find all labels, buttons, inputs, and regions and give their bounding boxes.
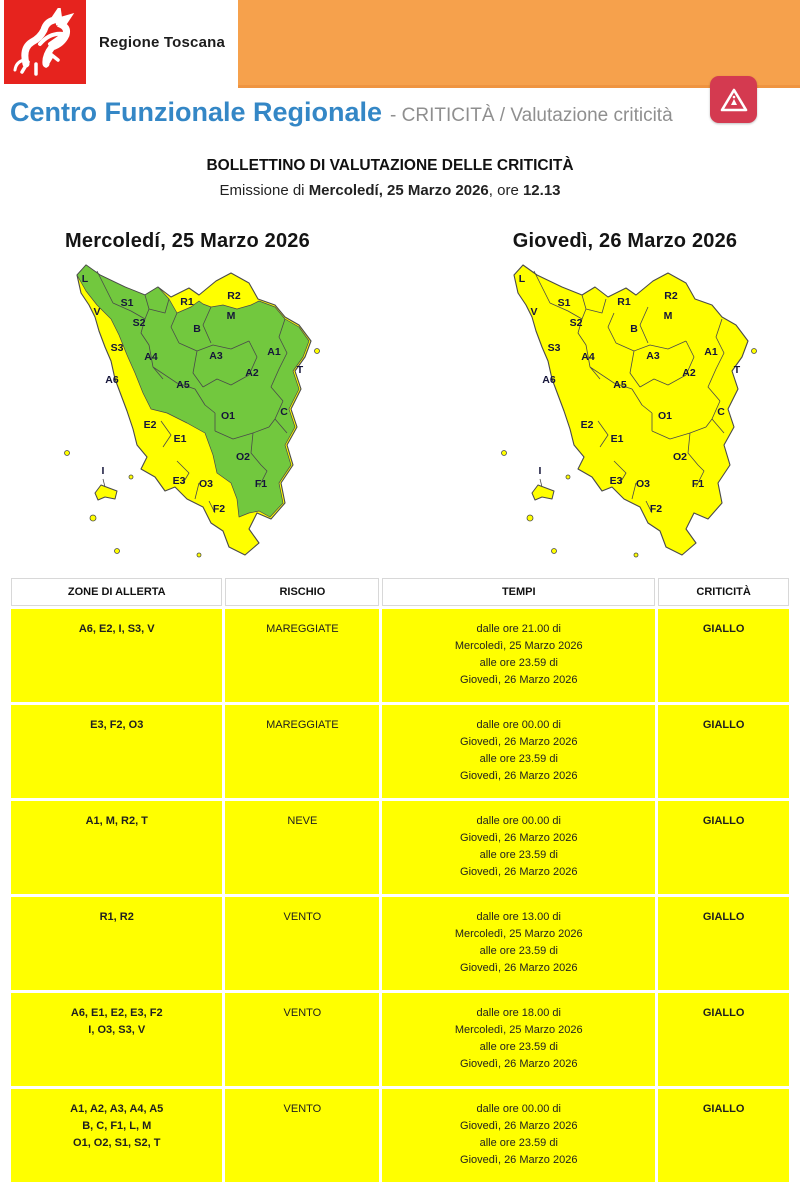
zones-cell: E3, F2, O3 xyxy=(11,705,222,798)
zone-label-A5: A5 xyxy=(613,379,627,391)
map-day2-title: Giovedì, 26 Marzo 2026 xyxy=(512,230,738,252)
tempi-cell: dalle ore 13.00 di Mercoledì, 25 Marzo 2026 alle ore 23.59 di Giovedì, 26 Marzo 2026 xyxy=(382,897,655,990)
zone-label-A2: A2 xyxy=(682,367,696,379)
rischio-cell: VENTO xyxy=(225,897,379,990)
zone-label-O1: O1 xyxy=(220,410,235,422)
criticality-table xyxy=(8,575,792,1185)
zone-label-R2: R2 xyxy=(664,290,678,302)
zone-label-S2: S2 xyxy=(569,317,583,329)
zone-label-A1: A1 xyxy=(266,346,281,358)
warning-triangle-icon xyxy=(719,87,749,113)
zone-label-R1: R1 xyxy=(617,296,631,308)
pegasus-horse-icon xyxy=(12,8,78,76)
zone-label-F2: F2 xyxy=(212,503,225,515)
criticita-cell: GIALLO xyxy=(658,897,789,990)
zone-label-V: V xyxy=(92,306,101,318)
zone-label-O1: O1 xyxy=(657,410,673,422)
table-row xyxy=(11,1089,789,1182)
header-band xyxy=(0,0,800,88)
zone-label-S3: S3 xyxy=(547,342,561,354)
zones-cell: A1, A2, A3, A4, A5 B, C, F1, L, M O1, O2, S1, S2, T xyxy=(11,1089,222,1182)
table-row xyxy=(11,993,789,1086)
page-title: Centro Funzionale Regionale xyxy=(10,97,383,127)
column-header-tempi: TEMPI xyxy=(382,578,655,606)
zone-label-A5: A5 xyxy=(175,379,190,391)
zone-label-L: L xyxy=(81,273,88,285)
rischio-cell: NEVE xyxy=(225,801,379,894)
zone-label-O2: O2 xyxy=(235,451,250,463)
emission-time: 12.13 xyxy=(522,182,561,199)
zone-label-A6: A6 xyxy=(104,374,119,386)
zone-label-V: V xyxy=(530,306,538,318)
zone-label-R2: R2 xyxy=(226,290,241,302)
zone-label-A6: A6 xyxy=(542,374,556,386)
zone-label-M: M xyxy=(663,310,673,322)
zone-label-A4: A4 xyxy=(143,351,158,363)
zone-label-B: B xyxy=(630,323,638,335)
rischio-cell: MAREGGIATE xyxy=(225,705,379,798)
logo-text: Regione Toscana xyxy=(98,33,226,51)
map-day2-tuscany xyxy=(489,261,761,561)
zone-label-E3: E3 xyxy=(609,475,623,487)
tempi-cell: dalle ore 00.00 di Giovedì, 26 Marzo 2026 alle ore 23.59 di Giovedì, 26 Marzo 2026 xyxy=(382,1089,655,1182)
table-header-row xyxy=(11,578,789,606)
criticita-cell: GIALLO xyxy=(658,993,789,1086)
zone-label-S2: S2 xyxy=(132,317,145,329)
map-day1-title: Mercoledí, 25 Marzo 2026 xyxy=(65,230,310,252)
zone-label-E1: E1 xyxy=(173,433,186,445)
zone-label-T: T xyxy=(733,364,741,376)
criticita-cell: GIALLO xyxy=(658,801,789,894)
zone-label-O3: O3 xyxy=(635,478,651,490)
tempi-cell: dalle ore 00.00 di Giovedì, 26 Marzo 2026 alle ore 23.59 di Giovedì, 26 Marzo 2026 xyxy=(382,705,655,798)
rischio-cell: VENTO xyxy=(225,1089,379,1182)
zone-label-F2: F2 xyxy=(649,503,663,515)
bulletin-title: BOLLETTINO DI VALUTAZIONE DELLE CRITICITÀ xyxy=(206,157,574,174)
table-row xyxy=(11,897,789,990)
zone-label-O2: O2 xyxy=(672,451,688,463)
tempi-cell: dalle ore 18.00 di Mercoledì, 25 Marzo 2026 alle ore 23.59 di Giovedì, 26 Marzo 2026 xyxy=(382,993,655,1086)
column-header-criticita: CRITICITÀ xyxy=(658,578,789,606)
map-day2-block xyxy=(475,230,775,561)
zone-label-E3: E3 xyxy=(172,475,185,487)
zone-label-O3: O3 xyxy=(198,478,213,490)
alert-badge[interactable] xyxy=(710,76,757,123)
zone-label-A1: A1 xyxy=(704,346,718,358)
zone-label-B: B xyxy=(192,323,201,335)
rischio-cell: VENTO xyxy=(225,993,379,1086)
emission-mid: , ore xyxy=(488,182,523,199)
criticita-cell: GIALLO xyxy=(658,609,789,702)
zone-label-I: I xyxy=(538,465,542,477)
zone-label-S1: S1 xyxy=(120,297,133,309)
tempi-cell: dalle ore 21.00 di Mercoledì, 25 Marzo 2026 alle ore 23.59 di Giovedì, 26 Marzo 2026 xyxy=(382,609,655,702)
zones-cell: R1, R2 xyxy=(11,897,222,990)
table-row xyxy=(11,705,789,798)
zone-label-L: L xyxy=(518,273,526,285)
table-row xyxy=(11,801,789,894)
map-day1-block xyxy=(40,230,335,561)
orange-band xyxy=(238,0,800,88)
zone-label-F1: F1 xyxy=(254,478,267,490)
maps-section xyxy=(0,230,800,570)
regione-toscana-logo xyxy=(4,0,86,84)
zone-label-A4: A4 xyxy=(581,351,595,363)
zone-label-C: C xyxy=(279,406,288,418)
zones-cell: A6, E2, I, S3, V xyxy=(11,609,222,702)
tempi-cell: dalle ore 00.00 di Giovedì, 26 Marzo 2026 alle ore 23.59 di Giovedì, 26 Marzo 2026 xyxy=(382,801,655,894)
zone-label-A3: A3 xyxy=(646,350,660,362)
table-row xyxy=(11,609,789,702)
titlebar xyxy=(10,97,700,128)
zone-label-S3: S3 xyxy=(110,342,123,354)
zone-label-M: M xyxy=(226,310,235,322)
bulletin-heading xyxy=(0,153,780,203)
criticita-cell: GIALLO xyxy=(658,705,789,798)
rischio-cell: MAREGGIATE xyxy=(225,609,379,702)
criticita-cell: GIALLO xyxy=(658,1089,789,1182)
zone-label-R1: R1 xyxy=(179,296,194,308)
zone-label-E2: E2 xyxy=(580,419,594,431)
zone-label-C: C xyxy=(717,406,725,418)
zones-cell: A6, E1, E2, E3, F2 I, O3, S3, V xyxy=(11,993,222,1086)
emission-prefix: Emissione di xyxy=(219,182,309,199)
zones-cell: A1, M, R2, T xyxy=(11,801,222,894)
column-header-zone: ZONE DI ALLERTA xyxy=(11,578,222,606)
zone-label-E2: E2 xyxy=(143,419,156,431)
emission-line xyxy=(0,178,780,203)
logo-text-box xyxy=(86,0,238,84)
zone-label-T: T xyxy=(296,364,303,376)
page-subtitle: - CRITICITÀ / Valutazione criticità xyxy=(390,105,673,126)
column-header-rischio: RISCHIO xyxy=(225,578,379,606)
map-day1-tuscany xyxy=(52,261,324,561)
zone-label-I: I xyxy=(101,465,104,477)
zone-label-F1: F1 xyxy=(691,478,705,490)
zone-label-E1: E1 xyxy=(610,433,624,445)
zone-label-A3: A3 xyxy=(208,350,223,362)
zone-label-A2: A2 xyxy=(244,367,259,379)
zone-label-S1: S1 xyxy=(557,297,571,309)
emission-date: Mercoledí, 25 Marzo 2026 xyxy=(308,182,489,199)
